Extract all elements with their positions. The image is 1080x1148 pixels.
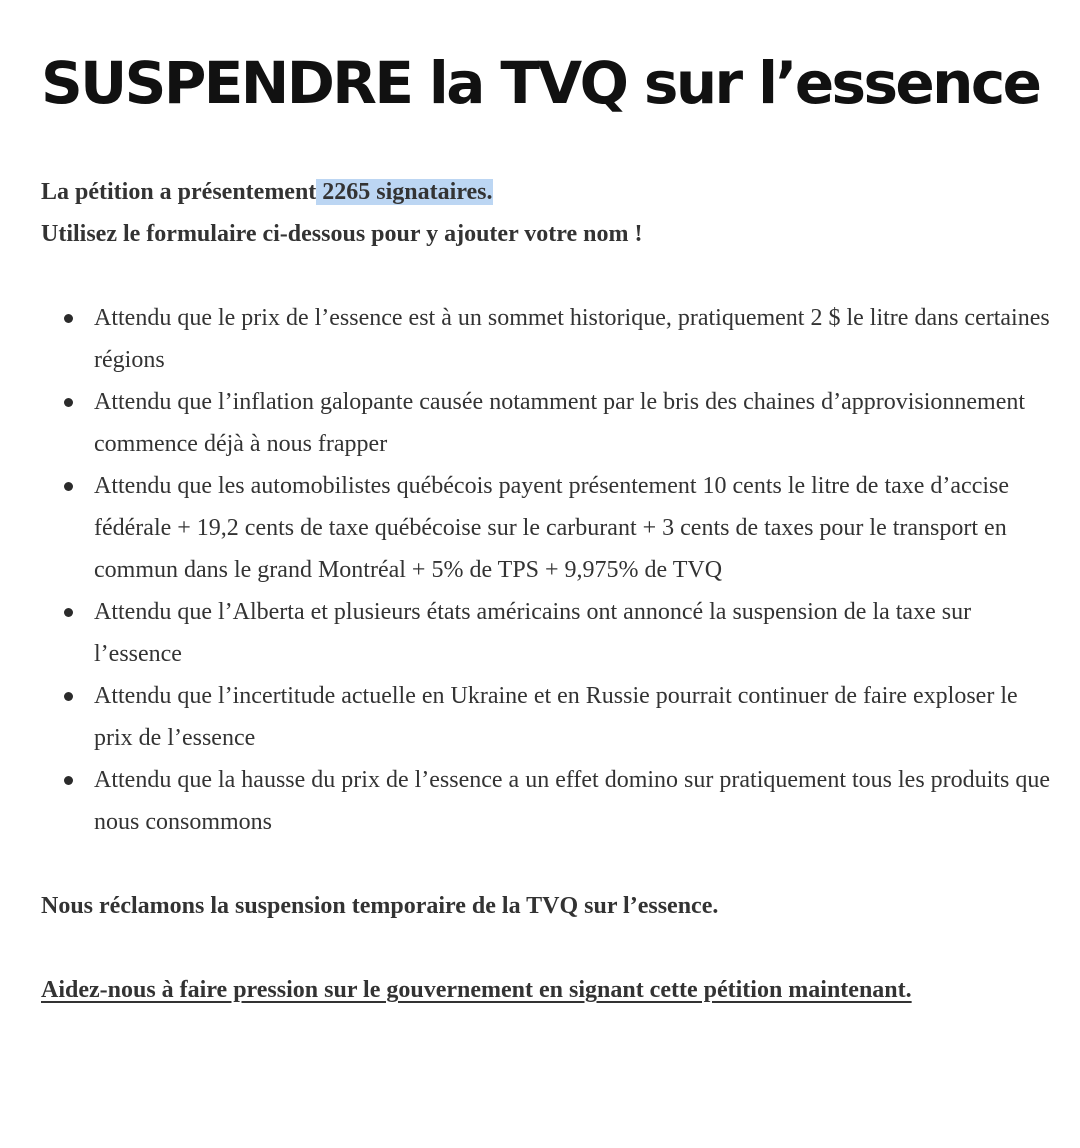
list-item [94, 381, 1056, 465]
list-item [94, 675, 1056, 759]
sign-petition-link[interactable]: Aidez-nous à faire pression sur le gouvernement en signant cette pétition maintenant. [41, 977, 912, 1003]
list-item [94, 465, 1056, 591]
petition-demand: Nous réclamons la suspension temporaire de la TVQ sur l’essence. [41, 893, 719, 919]
list-item [94, 759, 1056, 843]
signatory-prefix-text: La pétition a présentement [41, 179, 317, 205]
list-item-text: Attendu que l’Alberta et plusieurs états américains ont annoncé la suspension de la taxe sur l’essence [94, 599, 972, 667]
bullet-icon [64, 608, 73, 617]
list-item [94, 297, 1056, 381]
list-item [94, 591, 1056, 675]
considerations-list [41, 297, 1056, 843]
bullet-icon [64, 482, 73, 491]
form-instruction-text: Utilisez le formulaire ci-dessous pour y ajouter votre nom ! [41, 221, 643, 247]
list-item-text: Attendu que l’incertitude actuelle en Ukraine et en Russie pourrait continuer de faire exploser le prix de l’essence [94, 683, 1018, 751]
bullet-icon [64, 398, 73, 407]
list-item-text: Attendu que l’inflation galopante causée notamment par le bris des chaines d’approvisionnement commence déjà à nous frapper [94, 389, 1026, 457]
page-title: SUSPENDRE la TVQ sur l’essence [41, 49, 1040, 117]
list-item-text: Attendu que les automobilistes québécois payent présentement 10 cents le litre de taxe d’accise fédérale + 19,2 cents de taxe québécoise sur le carburant + 3 cents de taxes pour le transport en commun dans le grand Montréal + 5% de TPS + 9,975% de TVQ [94, 473, 1010, 583]
list-item-text: Attendu que la hausse du prix de l’essence a un effet domino sur pratiquement tous les produits que nous consommons [94, 767, 1050, 835]
signatory-count: 2265 signataires. [316, 179, 493, 205]
bullet-icon [64, 776, 73, 785]
petition-intro [41, 171, 1056, 255]
bullet-icon [64, 692, 73, 701]
list-item-text: Attendu que le prix de l’essence est à un sommet historique, pratiquement 2 $ le litre dans certaines régions [94, 305, 1050, 373]
call-to-action [41, 969, 971, 1011]
bullet-icon [64, 314, 73, 323]
